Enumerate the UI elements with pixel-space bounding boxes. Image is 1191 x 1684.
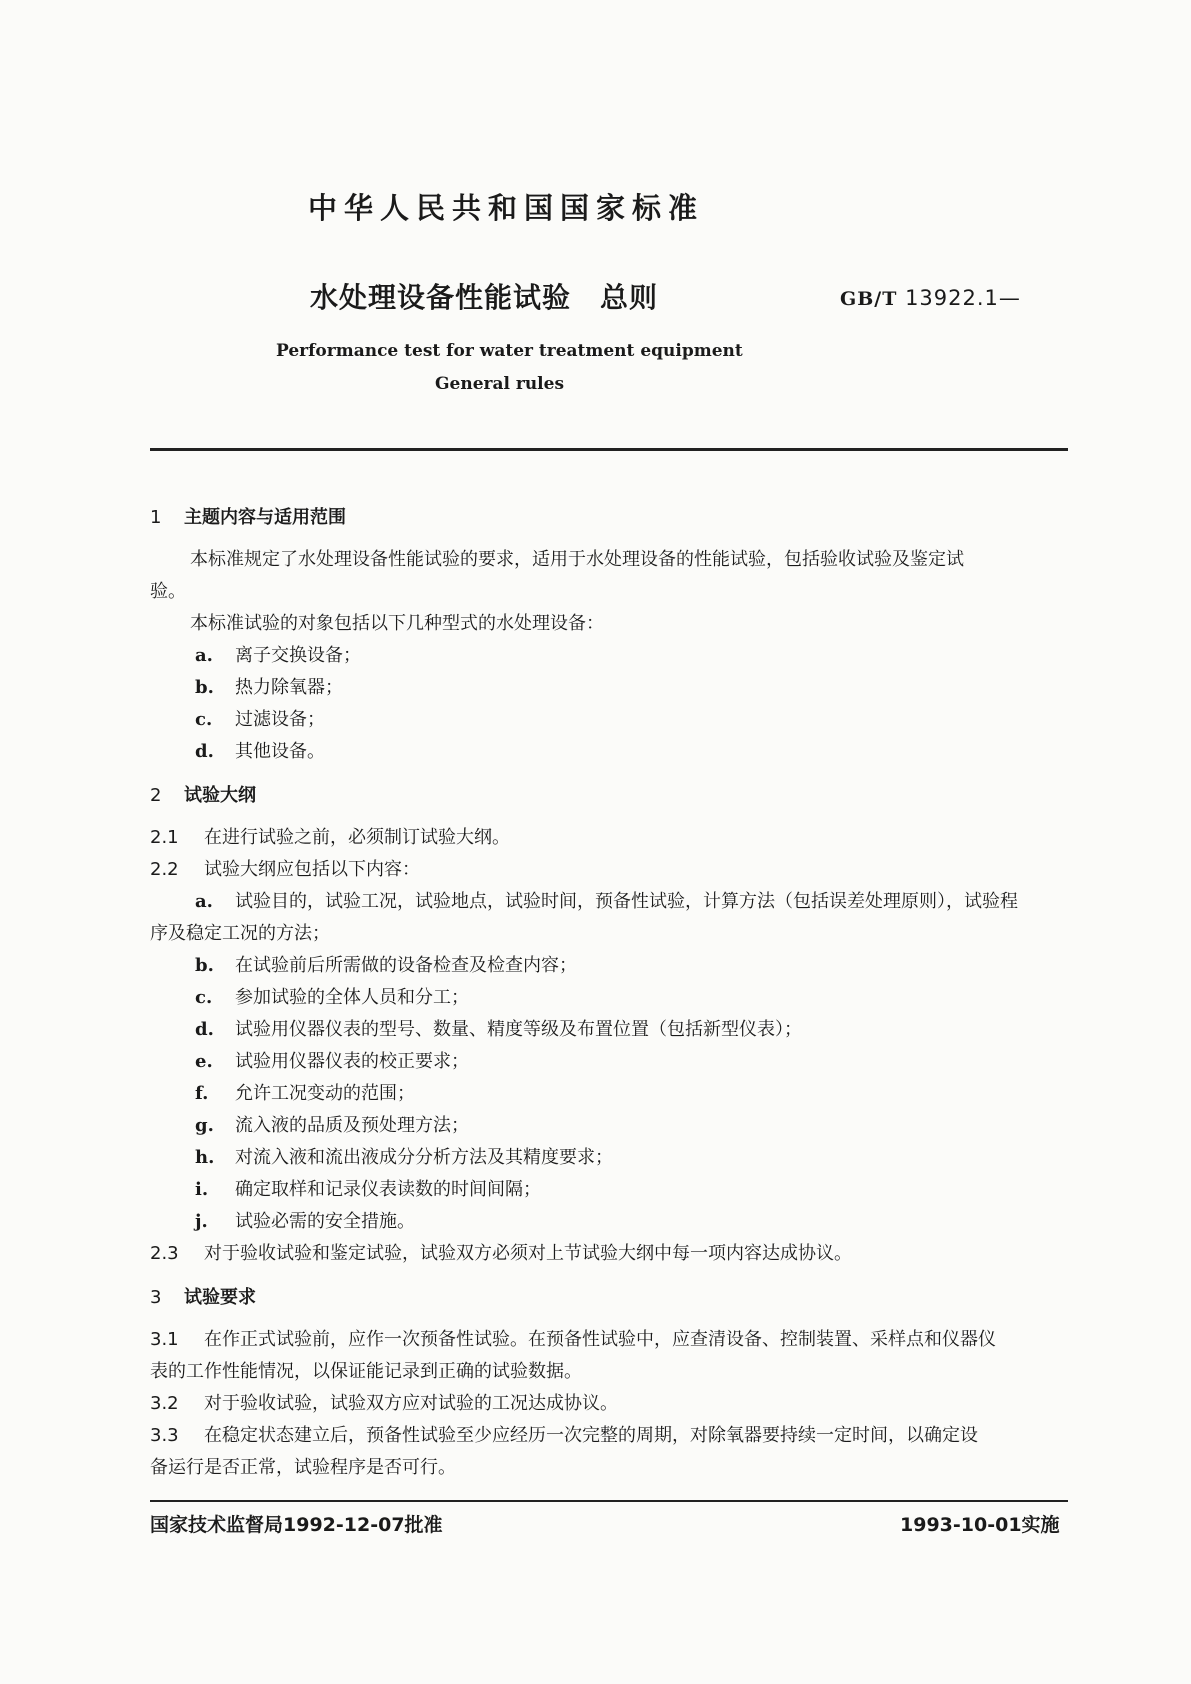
approval-date: 国家技术监督局1992-12-07批准 (150, 1514, 443, 1536)
national-standard-heading: 中华人民共和国国家标准 (308, 191, 705, 225)
footer-rule (150, 1500, 1068, 1502)
list-item: a. 离子交换设备； (195, 645, 361, 666)
list-item: e. 试验用仪器仪表的校正要求； (195, 1051, 469, 1072)
list-item-cont: 序及稳定工况的方法； (150, 923, 330, 944)
section-2-heading: 2 试验大纲 (150, 785, 256, 806)
section-1-paragraph-2: 本标准试验的对象包括以下几种型式的水处理设备： (190, 613, 604, 634)
clause-3-2: 3.2 对于验收试验，试验双方应对试验的工况达成协议。 (150, 1393, 618, 1414)
list-item: b. 在试验前后所需做的设备检查及检查内容； (195, 955, 577, 976)
section-1-paragraph: 本标准规定了水处理设备性能试验的要求，适用于水处理设备的性能试验，包括验收试验及鉴定试 (190, 549, 964, 570)
title-english-subtitle: General rules (435, 374, 565, 394)
section-3-heading: 3 试验要求 (150, 1287, 256, 1308)
clause-2-3: 2.3 对于验收试验和鉴定试验，试验双方必须对上节试验大纲中每一项内容达成协议。 (150, 1243, 852, 1264)
document-body (150, 490, 1070, 1484)
section-1-heading: 1 主题内容与适用范围 (150, 507, 346, 528)
clause-3-1-cont: 表的工作性能情况，以保证能记录到正确的试验数据。 (150, 1361, 582, 1382)
section-1-paragraph-cont: 验。 (150, 581, 186, 602)
clause-3-3: 3.3 在稳定状态建立后，预备性试验至少应经历一次完整的周期，对除氧器要持续一定时间，以确定设 (150, 1425, 978, 1446)
standard-code: 13922.1— (905, 286, 1021, 310)
standard-prefix: GB/T (840, 288, 898, 310)
list-item: d. 其他设备。 (195, 741, 325, 762)
clause-3-1: 3.1 在作正式试验前，应作一次预备性试验。在预备性试验中，应查清设备、控制装置、采样点和仪器仪 (150, 1329, 996, 1350)
list-item: c. 过滤设备； (195, 709, 325, 730)
standard-number (840, 286, 1021, 310)
clause-2-2: 2.2 试验大纲应包括以下内容： (150, 859, 420, 880)
list-item: d. 试验用仪器仪表的型号、数量、精度等级及布置位置（包括新型仪表）； (195, 1019, 802, 1040)
list-item: g. 流入液的品质及预处理方法； (195, 1115, 469, 1136)
title-english: Performance test for water treatment equipment (276, 341, 743, 361)
list-item: c. 参加试验的全体人员和分工； (195, 987, 469, 1008)
implementation-date: 1993-10-01实施 (900, 1514, 1060, 1536)
list-item: b. 热力除氧器； (195, 677, 343, 698)
list-item: h. 对流入液和流出液成分分析方法及其精度要求； (195, 1147, 613, 1168)
list-item: i. 确定取样和记录仪表读数的时间间隔； (195, 1179, 541, 1200)
list-item: j. 试验必需的安全措施。 (195, 1211, 415, 1232)
list-item: f. 允许工况变动的范围； (195, 1083, 415, 1104)
clause-3-3-cont: 备运行是否正常，试验程序是否可行。 (150, 1457, 456, 1478)
clause-2-1: 2.1 在进行试验之前，必须制订试验大纲。 (150, 827, 510, 848)
title-chinese: 水处理设备性能试验 总则 (310, 281, 659, 314)
header-rule (150, 448, 1068, 451)
list-item: a. 试验目的，试验工况，试验地点，试验时间，预备性试验，计算方法（包括误差处理原则），试验程 (195, 891, 1018, 912)
